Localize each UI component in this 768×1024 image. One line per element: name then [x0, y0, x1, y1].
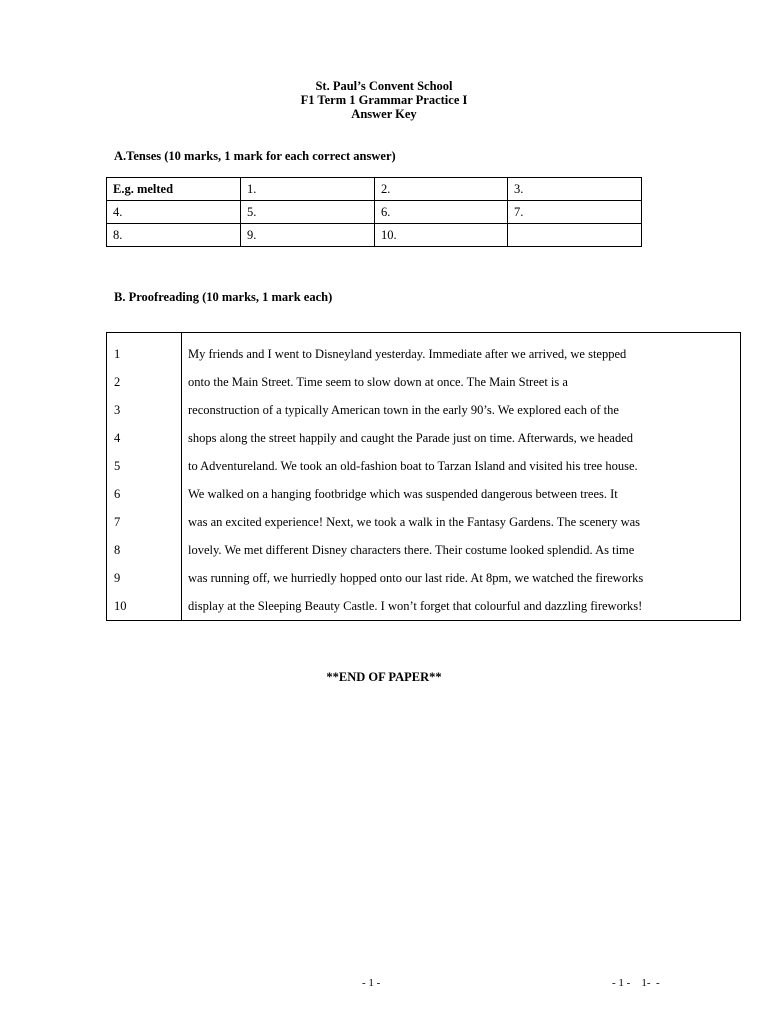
page-number: - 1 - [362, 977, 381, 989]
passage-line: shops along the street happily and caught the Parade just on time. Afterwards, we headed [188, 431, 634, 445]
proofreading-table [106, 332, 741, 621]
passage-line: to Adventureland. We took an old-fashion boat to Tarzan Island and visited his tree house. [188, 459, 638, 473]
passage-line: reconstruction of a typically American town in the early 90’s. We explored each of the [188, 403, 619, 417]
answer-cell: 9. [241, 224, 375, 247]
table-row [107, 201, 642, 224]
answer-cell: 6. [375, 201, 508, 224]
passage-line: We walked on a hanging footbridge which was suspended dangerous between trees. It [188, 487, 618, 501]
answer-cell [508, 224, 642, 247]
line-number: 8 [114, 543, 121, 557]
passage-line: lovely. We met different Disney characters there. Their costume looked splendid. As time [188, 543, 635, 557]
paper-title: F1 Term 1 Grammar Practice I [300, 93, 468, 107]
line-number: 2 [114, 375, 121, 389]
line-number: 7 [114, 515, 121, 529]
passage-line: My friends and I went to Disneyland yesterday. Immediate after we arrived, we stepped [188, 347, 627, 361]
table-row [107, 224, 642, 247]
line-number: 4 [114, 431, 121, 445]
line-number: 5 [114, 459, 121, 473]
document-header [0, 79, 768, 121]
section-b-title: B. Proofreading (10 marks, 1 mark each) [114, 290, 333, 304]
section-a-title: A.Tenses (10 marks, 1 mark for each correct answer) [114, 149, 396, 163]
line-number: 1 [114, 347, 121, 361]
school-name: St. Paul’s Convent School [315, 79, 453, 93]
answer-cell: 3. [508, 178, 642, 201]
line-number: 3 [114, 403, 121, 417]
passage-column [182, 333, 741, 621]
answer-cell: 1. [241, 178, 375, 201]
table-row [107, 178, 642, 201]
end-of-paper: **END OF PAPER** [326, 670, 442, 684]
answer-cell: 8. [107, 224, 241, 247]
tenses-answer-table [106, 177, 642, 247]
answer-cell: 2. [375, 178, 508, 201]
table-row [107, 333, 741, 621]
passage-line: was an excited experience! Next, we took a walk in the Fantasy Gardens. The scenery was [188, 515, 641, 529]
answer-cell: E.g. melted [107, 178, 241, 201]
passage-line: onto the Main Street. Time seem to slow down at once. The Main Street is a [188, 375, 568, 389]
line-number-column [107, 333, 182, 621]
answer-cell: 7. [508, 201, 642, 224]
line-number: 10 [114, 599, 127, 613]
passage-line: was running off, we hurriedly hopped onto our last ride. At 8pm, we watched the fireworks [188, 571, 644, 585]
answer-cell: 10. [375, 224, 508, 247]
answer-cell: 5. [241, 201, 375, 224]
line-number: 9 [114, 571, 121, 585]
answer-cell: 4. [107, 201, 241, 224]
page-footer-right: - 1 - 1- - [612, 977, 660, 989]
answer-key-label: Answer Key [351, 107, 417, 121]
line-number: 6 [114, 487, 121, 501]
passage-line: display at the Sleeping Beauty Castle. I won’t forget that colourful and dazzling fireworks! [188, 599, 643, 613]
